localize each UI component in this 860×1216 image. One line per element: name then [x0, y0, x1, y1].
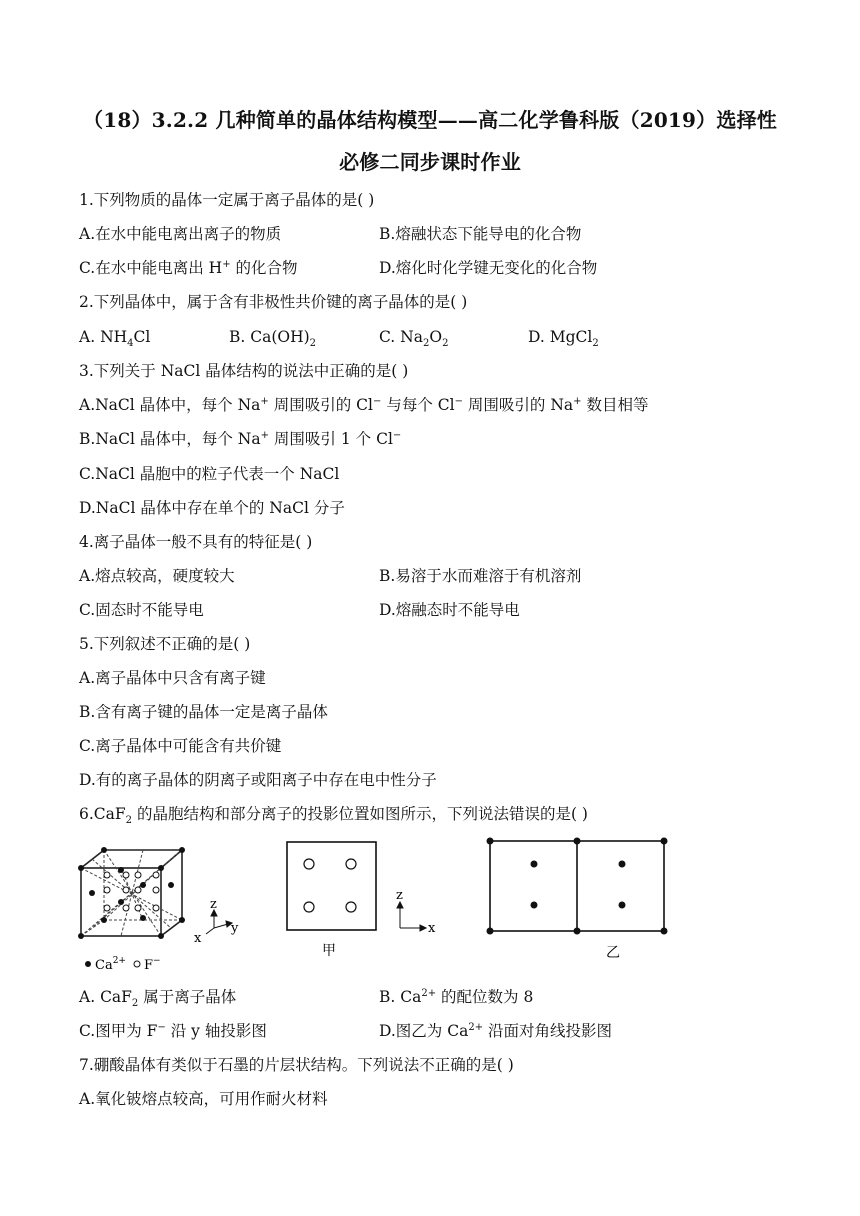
q4-option-a: A.熔点较高，硬度较大 [79, 567, 235, 585]
q2-option-d: D. MgCl$_2$ [528, 328, 599, 350]
jia-axis-icon [397, 902, 426, 931]
label-jia: 甲 [322, 943, 336, 959]
legend-ca: $Ca^{2+}$ [95, 956, 126, 973]
q6-option-c: C.图甲为 F− 沿 y 轴投影图 [79, 1021, 267, 1040]
q4-option-c: C.固态时不能导电 [79, 601, 204, 619]
q6-option-a: A. CaF$_2$ 属于离子晶体 [79, 988, 237, 1010]
q6-option-b: B. $Ca^{2+}$ 的配位数为 8 [379, 987, 534, 1006]
cell-axis-y: y [231, 921, 239, 936]
q5-option-c: C.离子晶体中可能含有共价键 [79, 737, 282, 755]
q5-option-d: D.有的离子晶体的阴离子或阳离子中存在电中性分子 [79, 771, 437, 789]
q5-stem: 5.下列叙述不正确的是( ) [79, 635, 251, 653]
projection-jia-figure [282, 838, 444, 962]
q1-option-a: A.在水中能电离出离子的物质 [79, 225, 282, 243]
document-title-line1: （18）3.2.2 几种简单的晶体结构模型——高二化学鲁科版（2019）选择性 [83, 108, 777, 132]
jia-axis-z: z [396, 888, 403, 903]
q7-stem: 7.硼酸晶体有类似于石墨的片层状结构。下列说法不正确的是( ) [79, 1056, 514, 1074]
caf2-unit-cell-figure [74, 840, 274, 975]
q3-option-d: D.NaCl 晶体中存在单个的 NaCl 分子 [79, 499, 345, 517]
q7-option-a: A.氧化铍熔点较高，可用作耐火材料 [79, 1090, 328, 1108]
cell-axis-icon [206, 910, 232, 934]
cell-axis-z: z [210, 897, 217, 912]
q1-option-b: B.熔融状态下能导电的化合物 [379, 225, 582, 243]
jia-square [287, 842, 376, 930]
q1-option-c: C.在水中能电离出 H+ 的化合物 [79, 258, 298, 277]
legend-ca-dot [85, 961, 91, 967]
q4-option-d: D.熔融态时不能导电 [379, 601, 520, 619]
q6-option-d: D.图乙为 $Ca^{2+}$ 沿面对角线投影图 [379, 1021, 613, 1040]
f-ion-circles [104, 872, 159, 911]
q2-stem: 2.下列晶体中，属于含有非极性共价键的离子晶体的是( ) [79, 293, 468, 311]
q5-option-b: B.含有离子键的晶体一定是离子晶体 [79, 703, 328, 721]
label-yi: 乙 [606, 945, 620, 961]
q3-stem: 3.下列关于 NaCl 晶体结构的说法中正确的是( ) [79, 362, 409, 380]
q1-option-d: D.熔化时化学键无变化的化合物 [379, 259, 598, 277]
projection-yi-figure [482, 834, 672, 964]
q4-option-b: B.易溶于水而难溶于有机溶剂 [379, 567, 582, 585]
legend-f: F− [144, 956, 161, 973]
q6-stem: 6.CaF$_2$ 的晶胞结构和部分离子的投影位置如图所示，下列说法错误的是( ) [79, 805, 588, 827]
jia-f-positions [304, 859, 356, 912]
q5-option-a: A.离子晶体中只含有离子键 [79, 669, 266, 687]
q4-stem: 4.离子晶体一般不具有的特征是( ) [79, 533, 313, 551]
q2-option-c: C. $Na_2O_2$ [379, 328, 449, 350]
q3-option-a: A.NaCl 晶体中，每个 Na+ 周围吸引的 Cl− 与每个 Cl− 周围吸引的 Na+ 数目相等 [79, 395, 649, 414]
legend-f-circle [134, 961, 140, 967]
document-title-line2: 必修二同步课时作业 [339, 150, 521, 174]
q1-stem: 1.下列物质的晶体一定属于离子晶体的是( ) [79, 191, 375, 209]
cell-axis-x: x [194, 931, 202, 946]
jia-axis-x: x [428, 921, 436, 936]
q2-option-b: B. $Ca(OH)_2$ [229, 328, 317, 350]
q3-option-c: C.NaCl 晶胞中的粒子代表一个 NaCl [79, 465, 340, 483]
q3-option-b: B.NaCl 晶体中，每个 Na+ 周围吸引 1 个 Cl− [79, 429, 402, 448]
q2-option-a: A. $NH_4Cl$ [79, 328, 151, 350]
